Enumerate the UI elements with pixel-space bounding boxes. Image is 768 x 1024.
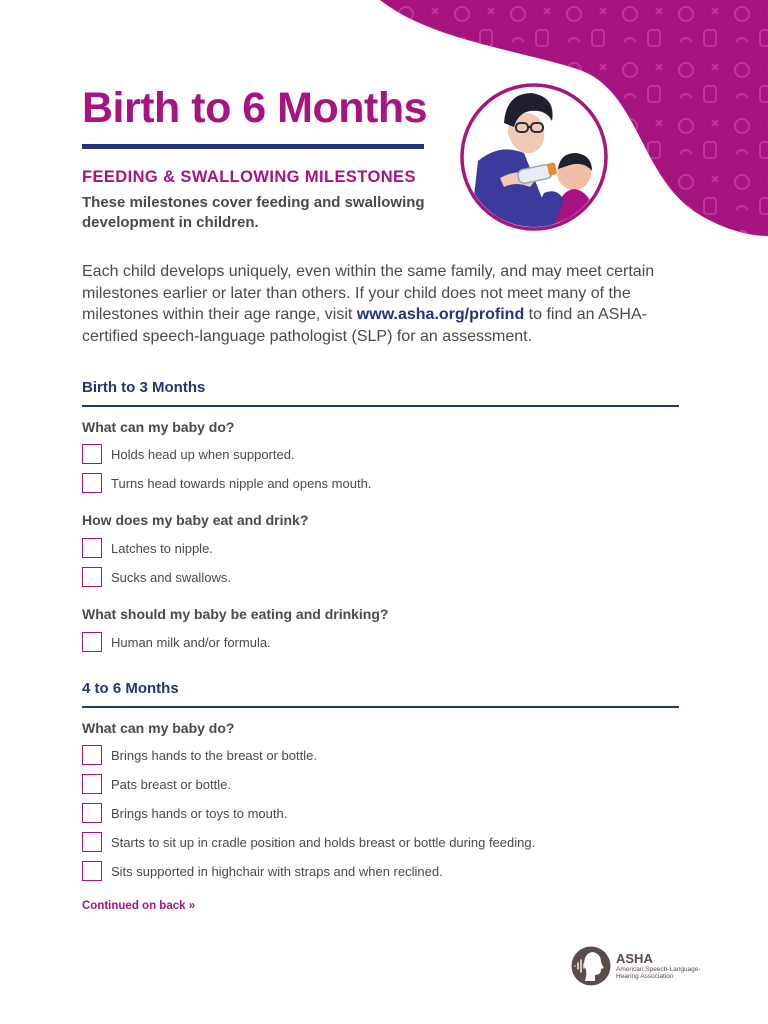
empty-checkbox-icon[interactable] <box>82 745 102 765</box>
continued-on-back-link[interactable]: Continued on back » <box>82 900 196 912</box>
question-what-can-baby-do: What can my baby do? <box>82 419 235 435</box>
parent-bottle-feeding-baby-illustration <box>460 83 608 231</box>
checklist-item[interactable]: Turns head towards nipple and opens mouth. <box>82 473 371 493</box>
page-title: Birth to 6 Months <box>82 84 428 132</box>
logo-subtitle: American Speech-Language-Hearing Association <box>616 965 701 980</box>
logo-name: ASHA <box>616 950 653 966</box>
intro-paragraph: Each child develops uniquely, even within the same family, and may meet certain milestones earlier or later than others. If your child does not meet many of the milestones within their age range, visit www.asha.org/profind to find an ASHA-certified speech-language pathologist (SLP) for an assessment. <box>82 263 655 345</box>
section-heading-birth-to-3-months: Birth to 3 Months <box>82 379 679 407</box>
empty-checkbox-icon[interactable] <box>82 832 102 852</box>
asha-logo <box>571 946 708 986</box>
asha-profile-logo-icon <box>571 946 611 986</box>
question-how-baby-eats: How does my baby eat and drink? <box>82 512 309 528</box>
checklist-item[interactable]: Sucks and swallows. <box>82 567 231 587</box>
checklist-item[interactable]: Latches to nipple. <box>82 538 213 558</box>
empty-checkbox-icon[interactable] <box>82 632 102 652</box>
checklist-item[interactable]: Human milk and/or formula. <box>82 632 271 652</box>
empty-checkbox-icon[interactable] <box>82 803 102 823</box>
checklist-item[interactable]: Pats breast or bottle. <box>82 774 231 794</box>
title-underline <box>82 144 424 149</box>
page-subtitle: FEEDING & SWALLOWING MILESTONES <box>82 168 416 186</box>
empty-checkbox-icon[interactable] <box>82 538 102 558</box>
checklist-item[interactable]: Brings hands or toys to mouth. <box>82 803 287 823</box>
checklist-item[interactable]: Brings hands to the breast or bottle. <box>82 745 317 765</box>
lead-text: These milestones cover feeding and swallowing development in children. <box>82 194 425 231</box>
checklist-item[interactable]: Holds head up when supported. <box>82 444 295 464</box>
profind-link[interactable]: www.asha.org/profind <box>356 306 525 323</box>
checklist-item[interactable]: Sits supported in highchair with straps and when reclined. <box>82 861 443 881</box>
empty-checkbox-icon[interactable] <box>82 567 102 587</box>
empty-checkbox-icon[interactable] <box>82 444 102 464</box>
empty-checkbox-icon[interactable] <box>82 473 102 493</box>
question-what-can-baby-do: What can my baby do? <box>82 720 235 736</box>
section-heading-4-to-6-months: 4 to 6 Months <box>82 680 679 708</box>
question-what-baby-should-eat: What should my baby be eating and drinking? <box>82 606 389 622</box>
checklist-item[interactable]: Starts to sit up in cradle position and holds breast or bottle during feeding. <box>82 832 535 852</box>
empty-checkbox-icon[interactable] <box>82 861 102 881</box>
empty-checkbox-icon[interactable] <box>82 774 102 794</box>
